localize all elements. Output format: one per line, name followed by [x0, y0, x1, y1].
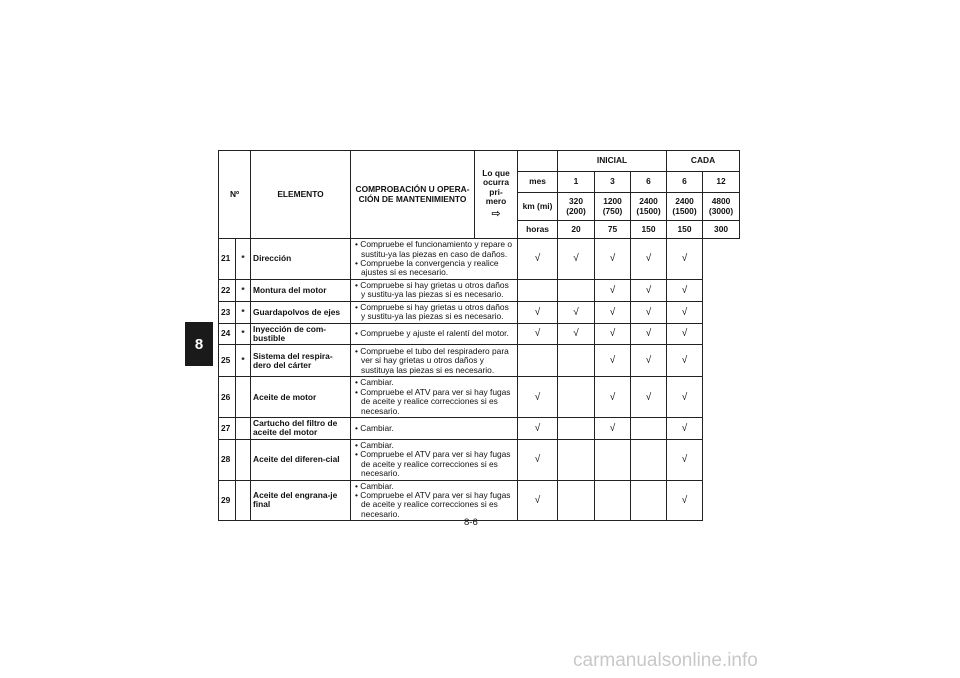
- row-number: 29: [219, 480, 236, 521]
- header-km-value: 320 (200): [558, 193, 595, 221]
- header-row-1: [219, 151, 740, 172]
- check-mark: √: [595, 345, 631, 377]
- header-element: ELEMENTO: [251, 151, 351, 239]
- check-mark: [558, 377, 595, 418]
- row-element: Sistema del respira-dero del cárter: [251, 345, 351, 377]
- check-mark: √: [595, 377, 631, 418]
- header-mes-value: 1: [558, 172, 595, 193]
- watermark: carmanualsonline.info: [573, 650, 758, 671]
- row-star: [236, 377, 251, 418]
- row-number: 27: [219, 418, 236, 440]
- row-checks: [351, 439, 518, 480]
- header-first-line2: ocurra pri-: [482, 177, 510, 197]
- row-star: *: [236, 280, 251, 302]
- check-mark: [558, 280, 595, 302]
- row-number: 25: [219, 345, 236, 377]
- check-mark: [558, 345, 595, 377]
- table-row: [219, 439, 740, 480]
- chapter-tab: 8: [185, 322, 213, 366]
- header-mes-value: 6: [667, 172, 703, 193]
- check-mark: √: [518, 480, 558, 521]
- check-mark: √: [631, 301, 667, 323]
- row-number: 21: [219, 239, 236, 280]
- header-km-value: 2400 (1500): [631, 193, 667, 221]
- table-row: [219, 239, 740, 280]
- check-mark: √: [631, 345, 667, 377]
- check-mark: [558, 480, 595, 521]
- header-no: Nº: [219, 151, 251, 239]
- check-mark: √: [667, 345, 703, 377]
- header-km-value: 2400 (1500): [667, 193, 703, 221]
- table-row: [219, 377, 740, 418]
- header-whichever-first: [475, 151, 518, 239]
- row-star: [236, 439, 251, 480]
- check-mark: [631, 418, 667, 440]
- row-checks: [351, 323, 518, 345]
- check-item: • Compruebe el tubo del respiradero para ver si hay grietas u otros daños y sustituya las piezas si es necesario.: [355, 345, 509, 375]
- row-star: [236, 480, 251, 521]
- header-horas-value: 300: [703, 221, 740, 239]
- check-mark: √: [595, 323, 631, 345]
- row-element: Aceite del engrana-je final: [251, 480, 351, 521]
- row-element: Aceite de motor: [251, 377, 351, 418]
- check-mark: √: [667, 301, 703, 323]
- check-mark: √: [595, 418, 631, 440]
- row-star: *: [236, 239, 251, 280]
- row-element: Inyección de com-bustible: [251, 323, 351, 345]
- check-mark: √: [667, 480, 703, 521]
- row-element: Guardapolvos de ejes: [251, 301, 351, 323]
- check-mark: √: [667, 418, 703, 440]
- check-item: • Compruebe y ajuste el ralentí del motor.: [355, 328, 509, 339]
- check-item: • Compruebe si hay grietas u otros daños y sustitu-ya las piezas si es necesario.: [355, 301, 509, 322]
- check-mark: √: [667, 323, 703, 345]
- check-mark: √: [518, 301, 558, 323]
- maintenance-table: [218, 150, 740, 521]
- table-row: [219, 345, 740, 377]
- check-mark: √: [631, 323, 667, 345]
- row-element: Aceite del diferen-cial: [251, 439, 351, 480]
- check-mark: √: [667, 280, 703, 302]
- table-row: [219, 418, 740, 440]
- row-number: 26: [219, 377, 236, 418]
- check-mark: √: [631, 377, 667, 418]
- page-number: 8-6: [464, 517, 478, 528]
- header-horas-label: horas: [518, 221, 558, 239]
- check-mark: √: [518, 239, 558, 280]
- check-mark: √: [667, 377, 703, 418]
- check-item: • Cambiar.: [355, 377, 394, 388]
- check-item: • Cambiar.: [355, 480, 394, 491]
- row-number: 28: [219, 439, 236, 480]
- check-mark: √: [631, 280, 667, 302]
- header-mes-value: 12: [703, 172, 740, 193]
- check-mark: √: [558, 239, 595, 280]
- header-mes-value: 3: [595, 172, 631, 193]
- check-item: • Compruebe el ATV para ver si hay fugas de aceite y realice correcciones si es necesario.: [355, 489, 511, 519]
- right-arrow-icon: ⇨: [491, 207, 501, 220]
- row-number: 22: [219, 280, 236, 302]
- row-checks: [351, 239, 518, 280]
- row-element: Montura del motor: [251, 280, 351, 302]
- check-mark: √: [595, 280, 631, 302]
- check-item: • Cambiar.: [355, 422, 394, 433]
- header-km-value: 1200 (750): [595, 193, 631, 221]
- table-row: [219, 280, 740, 302]
- check-mark: √: [595, 301, 631, 323]
- row-checks: [351, 280, 518, 302]
- header-mes-value: 6: [631, 172, 667, 193]
- row-star: *: [236, 345, 251, 377]
- row-star: *: [236, 323, 251, 345]
- check-mark: [518, 345, 558, 377]
- header-initial: INICIAL: [558, 151, 667, 172]
- header-every: CADA: [667, 151, 740, 172]
- check-mark: [595, 439, 631, 480]
- header-mes-label: mes: [518, 172, 558, 193]
- check-mark: √: [667, 239, 703, 280]
- check-mark: [558, 439, 595, 480]
- check-item: • Compruebe la convergencia y realice ajustes si es necesario.: [355, 258, 499, 278]
- check-item: • Cambiar.: [355, 439, 394, 450]
- row-element: Dirección: [251, 239, 351, 280]
- check-mark: √: [518, 377, 558, 418]
- check-mark: [518, 280, 558, 302]
- header-km-label: km (mi): [518, 193, 558, 221]
- header-horas-value: 150: [631, 221, 667, 239]
- row-checks: [351, 301, 518, 323]
- check-mark: [558, 418, 595, 440]
- row-checks: [351, 418, 518, 440]
- header-horas-value: 75: [595, 221, 631, 239]
- header-horas-value: 20: [558, 221, 595, 239]
- row-element: Cartucho del filtro de aceite del motor: [251, 418, 351, 440]
- check-mark: √: [667, 439, 703, 480]
- row-checks: [351, 345, 518, 377]
- header-check: COMPROBACIÓN U OPERA-CIÓN DE MANTENIMIENTO: [351, 151, 475, 239]
- header-horas-value: 150: [667, 221, 703, 239]
- check-mark: √: [558, 323, 595, 345]
- check-mark: [595, 480, 631, 521]
- table-row: [219, 301, 740, 323]
- table-row: [219, 480, 740, 521]
- check-mark: √: [595, 239, 631, 280]
- check-item: • Compruebe el ATV para ver si hay fugas de aceite y realice correcciones si es necesario.: [355, 449, 511, 479]
- check-item: • Compruebe si hay grietas u otros daños y sustitu-ya las piezas si es necesario.: [355, 280, 509, 300]
- check-mark: [631, 439, 667, 480]
- check-item: • Compruebe el funcionamiento y repare o sustitu-ya las piezas en caso de daños.: [355, 239, 513, 259]
- header-first-line3: mero: [485, 196, 507, 207]
- row-star: [236, 418, 251, 440]
- table-row: [219, 323, 740, 345]
- row-number: 24: [219, 323, 236, 345]
- check-mark: [631, 480, 667, 521]
- row-checks: [351, 480, 518, 521]
- check-mark: √: [518, 418, 558, 440]
- check-mark: √: [558, 301, 595, 323]
- check-mark: √: [518, 439, 558, 480]
- check-item: • Compruebe el ATV para ver si hay fugas de aceite y realice correcciones si es necesario.: [355, 386, 511, 416]
- header-first-line1: Lo que: [482, 168, 510, 179]
- header-km-value: 4800 (3000): [703, 193, 740, 221]
- row-star: *: [236, 301, 251, 323]
- header-blank: [518, 151, 558, 172]
- row-number: 23: [219, 301, 236, 323]
- check-mark: √: [518, 323, 558, 345]
- row-checks: [351, 377, 518, 418]
- check-mark: √: [631, 239, 667, 280]
